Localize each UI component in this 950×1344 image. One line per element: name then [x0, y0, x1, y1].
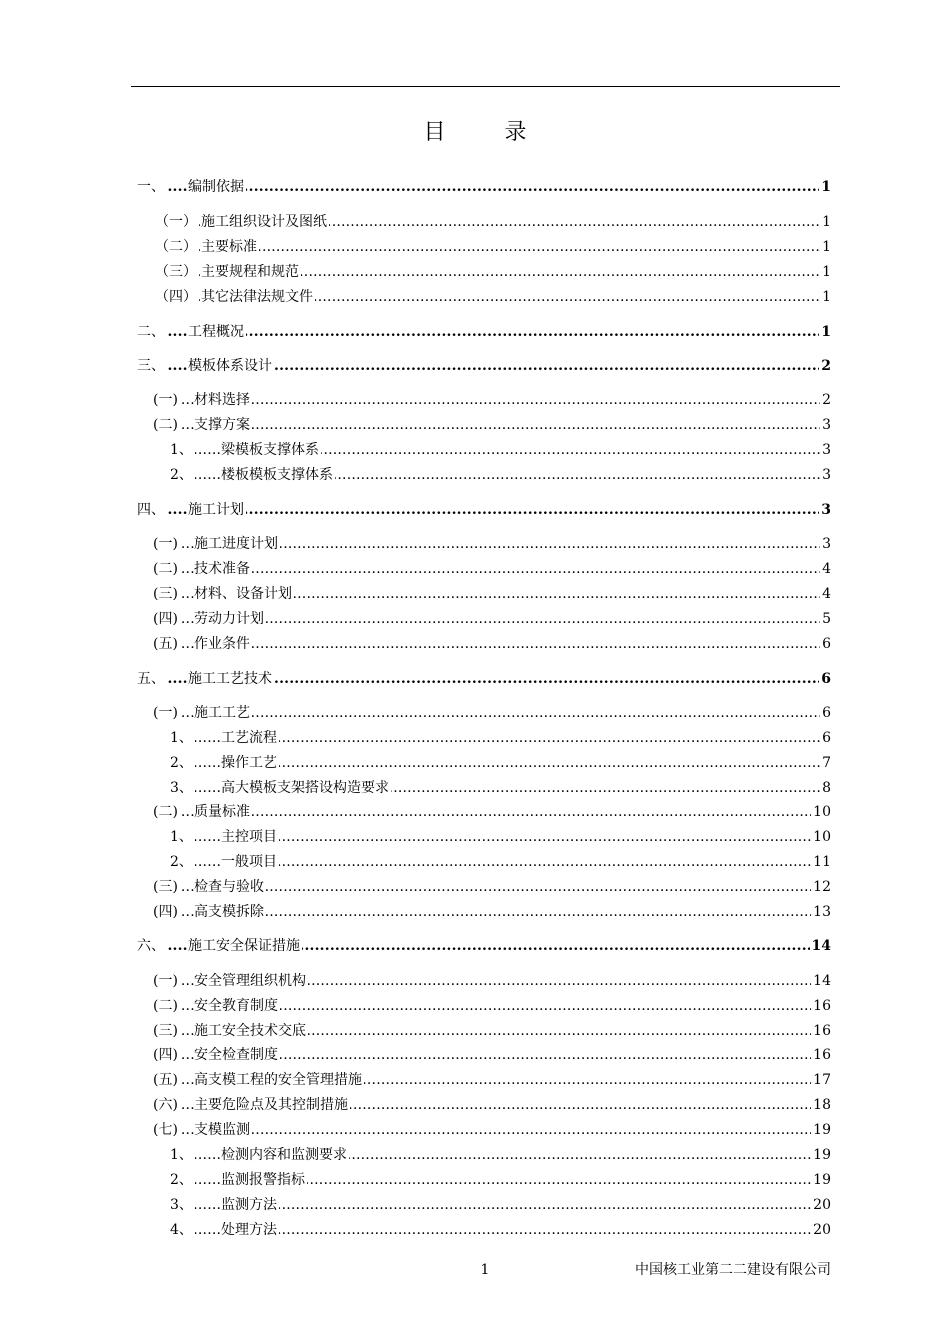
toc-entry-title: 技术准备	[194, 561, 250, 577]
toc-entry-number: (四)	[153, 611, 178, 627]
toc-entry-title: 材料、设备计划	[194, 586, 292, 602]
toc-entry-title: 支模监测	[194, 1122, 250, 1138]
toc-entry-page-number: 1	[821, 324, 831, 340]
toc-entry[interactable]	[0, 1095, 950, 1115]
toc-entry[interactable]	[0, 390, 950, 410]
toc-entry-page-number: 16	[813, 1047, 831, 1063]
toc-entry-page-number: 2	[822, 392, 831, 408]
toc-entry-title: 施工安全保证措施	[188, 938, 300, 954]
toc-entry-title: 检测内容和监测要求	[221, 1147, 347, 1163]
toc-entry[interactable]	[0, 1120, 950, 1140]
toc-entry-title: 处理方法	[221, 1222, 277, 1238]
toc-entry-title: 工程概况	[188, 324, 244, 340]
toc-entry-number: 1、	[170, 1147, 193, 1163]
toc-entry-number: 二、	[137, 324, 165, 340]
toc-entry[interactable]	[0, 237, 950, 257]
toc-entry-page-number: 14	[813, 973, 831, 989]
toc-entry-page-number: 14	[811, 938, 831, 954]
toc-entry-title: 其它法律法规文件	[201, 289, 313, 305]
toc-entry-number: 1、	[170, 829, 193, 845]
toc-entry-page-number: 10	[813, 829, 831, 845]
toc-entry-title: 监测方法	[221, 1197, 277, 1213]
toc-entry[interactable]	[0, 609, 950, 629]
toc-entry-number: (一)	[153, 705, 178, 721]
toc-entry-title: 监测报警指标	[221, 1172, 305, 1188]
toc-entry-number: 2、	[170, 755, 193, 771]
toc-title: 目 录	[423, 120, 553, 145]
toc-entry-number: 1、	[170, 730, 193, 746]
toc-entry-number: (一)	[153, 392, 178, 408]
toc-entry-number: (二)	[153, 561, 178, 577]
toc-entry-title: 操作工艺	[221, 755, 277, 771]
toc-entry[interactable]	[0, 703, 950, 723]
toc-entry-title: 安全管理组织机构	[194, 973, 306, 989]
toc-entry-title: 一般项目	[221, 854, 277, 870]
toc-entry-page-number: 19	[813, 1172, 831, 1188]
toc-entry-number: (三)	[153, 586, 178, 602]
toc-entry[interactable]	[0, 827, 950, 847]
toc-entry-number: (二)	[153, 417, 178, 433]
toc-entry-number: 五、	[137, 671, 165, 687]
toc-entry-page-number: 7	[822, 755, 831, 771]
toc-entry-page-number: 16	[813, 998, 831, 1014]
toc-entry[interactable]	[0, 1220, 950, 1240]
toc-entry-page-number: 10	[813, 804, 831, 820]
toc-entry-number: 3、	[170, 1197, 193, 1213]
toc-entry-page-number: 6	[822, 636, 831, 652]
toc-entry-title: 材料选择	[194, 392, 250, 408]
toc-entry-title: 模板体系设计	[188, 358, 272, 374]
toc-entry-title: 施工计划	[188, 502, 244, 518]
toc-entry-title: 作业条件	[194, 636, 250, 652]
toc-entry-number: (二)	[153, 998, 178, 1014]
toc-entry[interactable]	[0, 1170, 950, 1190]
toc-entry-number: (七)	[153, 1122, 178, 1138]
toc-entry-page-number: 11	[813, 854, 831, 870]
toc-entry[interactable]	[0, 902, 950, 922]
toc-entry-number: 2、	[170, 854, 193, 870]
toc-entry-title: 劳动力计划	[194, 611, 264, 627]
toc-entry-page-number: 5	[822, 611, 831, 627]
toc-entry-number: (三)	[153, 1023, 178, 1039]
toc-entry-number: (六)	[153, 1097, 178, 1113]
footer-company-name: 中国核工业第二二建设有限公司	[635, 1262, 831, 1278]
toc-entry-title: 高支模工程的安全管理措施	[194, 1072, 362, 1088]
toc-entry-number: (五)	[153, 636, 178, 652]
toc-entry[interactable]	[0, 262, 950, 282]
toc-entry[interactable]	[0, 852, 950, 872]
toc-entry-number: 4、	[170, 1222, 193, 1238]
toc-entry-number: (一)	[153, 536, 178, 552]
toc-entry-title: 支撑方案	[194, 417, 250, 433]
toc-entry-number: （三）	[155, 264, 197, 280]
toc-entry-title: 施工进度计划	[194, 536, 278, 552]
toc-entry-title: 主要规程和规范	[201, 264, 299, 280]
toc-entry[interactable]	[0, 971, 950, 991]
toc-entry[interactable]	[0, 177, 950, 197]
toc-entry-title: 施工组织设计及图纸	[201, 214, 327, 230]
toc-leader-dots	[153, 802, 831, 822]
toc-entry-number: 2、	[170, 467, 193, 483]
toc-entry-number: （一）	[155, 214, 197, 230]
toc-entry-title: 工艺流程	[221, 730, 277, 746]
toc-entry-number: 1、	[170, 442, 193, 458]
toc-entry-page-number: 2	[821, 358, 831, 374]
toc-entry-title: 主要危险点及其控制措施	[194, 1097, 348, 1113]
toc-entry-title: 楼板模板支撑体系	[221, 467, 333, 483]
toc-entry[interactable]	[0, 465, 950, 485]
toc-entry[interactable]	[0, 728, 950, 748]
toc-entry-page-number: 20	[813, 1197, 831, 1213]
toc-entry-page-number: 17	[813, 1072, 831, 1088]
toc-entry[interactable]	[0, 559, 950, 579]
toc-entry-page-number: 18	[813, 1097, 831, 1113]
toc-entry[interactable]	[0, 1045, 950, 1065]
toc-entry-page-number: 3	[822, 442, 831, 458]
toc-entry-number: (五)	[153, 1072, 178, 1088]
toc-entry[interactable]	[0, 802, 950, 822]
toc-entry[interactable]	[0, 778, 950, 798]
toc-entry-page-number: 4	[822, 586, 831, 602]
toc-entry[interactable]	[0, 877, 950, 897]
toc-entry-page-number: 3	[822, 417, 831, 433]
toc-entry-page-number: 4	[822, 561, 831, 577]
toc-entry-title: 高大模板支架搭设构造要求	[221, 780, 389, 796]
toc-entry[interactable]	[0, 669, 950, 689]
toc-entry[interactable]	[0, 936, 950, 956]
toc-entry-page-number: 1	[822, 289, 831, 305]
toc-entry-page-number: 6	[822, 730, 831, 746]
toc-entry-page-number: 13	[813, 904, 831, 920]
toc-entry-title: 检查与验收	[194, 879, 264, 895]
toc-leader-dots	[153, 415, 831, 435]
toc-entry[interactable]	[0, 440, 950, 460]
toc-entry-page-number: 3	[821, 502, 831, 518]
toc-entry-number: 一、	[137, 179, 165, 195]
toc-entry-number: (一)	[153, 973, 178, 989]
toc-entry-number: （二）	[155, 239, 197, 255]
toc-entry-page-number: 6	[821, 671, 831, 687]
toc-entry[interactable]	[0, 534, 950, 554]
toc-entry-title: 主要标准	[201, 239, 257, 255]
toc-entry-number: (二)	[153, 804, 178, 820]
toc-entry-page-number: 1	[822, 264, 831, 280]
toc-entry-page-number: 8	[822, 780, 831, 796]
toc-entry-number: 2、	[170, 1172, 193, 1188]
toc-entry-number: （四）	[155, 289, 197, 305]
toc-entry-number: 3、	[170, 780, 193, 796]
toc-entry-page-number: 6	[822, 705, 831, 721]
toc-entry-number: 六、	[137, 938, 165, 954]
toc-entry-number: (四)	[153, 1047, 178, 1063]
toc-entry-number: 三、	[137, 358, 165, 374]
toc-entry-title: 安全教育制度	[194, 998, 278, 1014]
toc-entry[interactable]	[0, 212, 950, 232]
toc-entry-page-number: 12	[813, 879, 831, 895]
toc-leader-dots	[153, 703, 831, 723]
toc-entry[interactable]	[0, 753, 950, 773]
toc-entry[interactable]	[0, 415, 950, 435]
toc-entry[interactable]	[0, 1145, 950, 1165]
toc-entry-title: 施工工艺技术	[188, 671, 272, 687]
toc-entry-page-number: 1	[821, 179, 831, 195]
footer-page-number: 1	[480, 1262, 490, 1278]
toc-leader-dots	[153, 559, 831, 579]
toc-entry[interactable]	[0, 996, 950, 1016]
toc-entry-title: 编制依据	[188, 179, 244, 195]
toc-entry[interactable]	[0, 634, 950, 654]
toc-entry-number: (四)	[153, 904, 178, 920]
toc-entry-number: 四、	[137, 502, 165, 518]
toc-entry-number: (三)	[153, 879, 178, 895]
toc-entry[interactable]	[0, 287, 950, 307]
toc-entry[interactable]	[0, 1070, 950, 1090]
toc-entry-title: 施工工艺	[194, 705, 250, 721]
toc-entry-title: 梁模板支撑体系	[221, 442, 319, 458]
toc-entry-title: 安全检查制度	[194, 1047, 278, 1063]
toc-entry-page-number: 19	[813, 1122, 831, 1138]
toc-entry-page-number: 20	[813, 1222, 831, 1238]
toc-entry-title: 质量标准	[194, 804, 250, 820]
toc-entry-title: 主控项目	[221, 829, 277, 845]
toc-leader-dots	[153, 1120, 831, 1140]
toc-leader-dots	[153, 634, 831, 654]
toc-entry[interactable]	[0, 1021, 950, 1041]
toc-entry-title: 高支模拆除	[194, 904, 264, 920]
toc-entry-page-number: 1	[822, 239, 831, 255]
toc-entry-page-number: 16	[813, 1023, 831, 1039]
toc-entry[interactable]	[0, 356, 950, 376]
toc-leader-dots	[153, 390, 831, 410]
toc-entry-title: 施工安全技术交底	[194, 1023, 306, 1039]
toc-entry-page-number: 19	[813, 1147, 831, 1163]
toc-entry[interactable]	[0, 322, 950, 342]
toc-entry-page-number: 3	[822, 467, 831, 483]
toc-entry[interactable]	[0, 500, 950, 520]
toc-entry[interactable]	[0, 1195, 950, 1215]
toc-entry-page-number: 1	[822, 214, 831, 230]
toc-entry[interactable]	[0, 584, 950, 604]
toc-entry-page-number: 3	[822, 536, 831, 552]
